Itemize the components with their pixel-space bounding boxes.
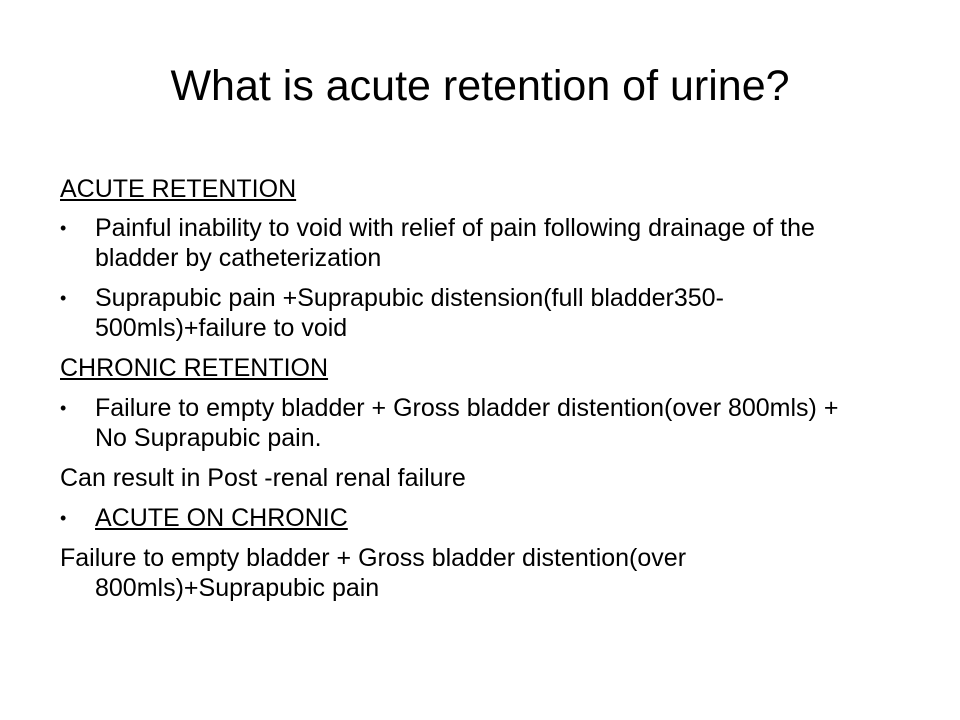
bullet-item — [60, 283, 860, 343]
bullet-item — [60, 213, 860, 273]
chronic-retention-heading: CHRONIC RETENTION — [60, 354, 329, 382]
bullet-text: Suprapubic pain +Suprapubic distension(full bladder350-500mls)+failure to void — [95, 284, 724, 342]
bullet-icon: • — [60, 218, 67, 238]
chronic-note: Can result in Post -renal renal failure — [60, 464, 466, 492]
acute-retention-heading: ACUTE RETENTION — [60, 175, 297, 203]
acute-on-chronic-text: Failure to empty bladder + Gross bladder distention(over 800mls)+Suprapubic pain — [60, 544, 687, 602]
slide-title: What is acute retention of urine? — [170, 62, 790, 110]
bullet-icon: • — [60, 398, 67, 418]
bullet-text: Failure to empty bladder + Gross bladder distention(over 800mls) + No Suprapubic pain. — [95, 394, 839, 452]
bullet-item — [60, 393, 860, 453]
bullet-icon: • — [60, 508, 67, 528]
bullet-text: Painful inability to void with relief of pain following drainage of the bladder by catheterization — [95, 214, 815, 272]
slide-content — [60, 174, 860, 603]
bullet-icon: • — [60, 288, 67, 308]
acute-on-chronic-heading: ACUTE ON CHRONIC — [95, 504, 348, 532]
bullet-item — [60, 503, 860, 533]
